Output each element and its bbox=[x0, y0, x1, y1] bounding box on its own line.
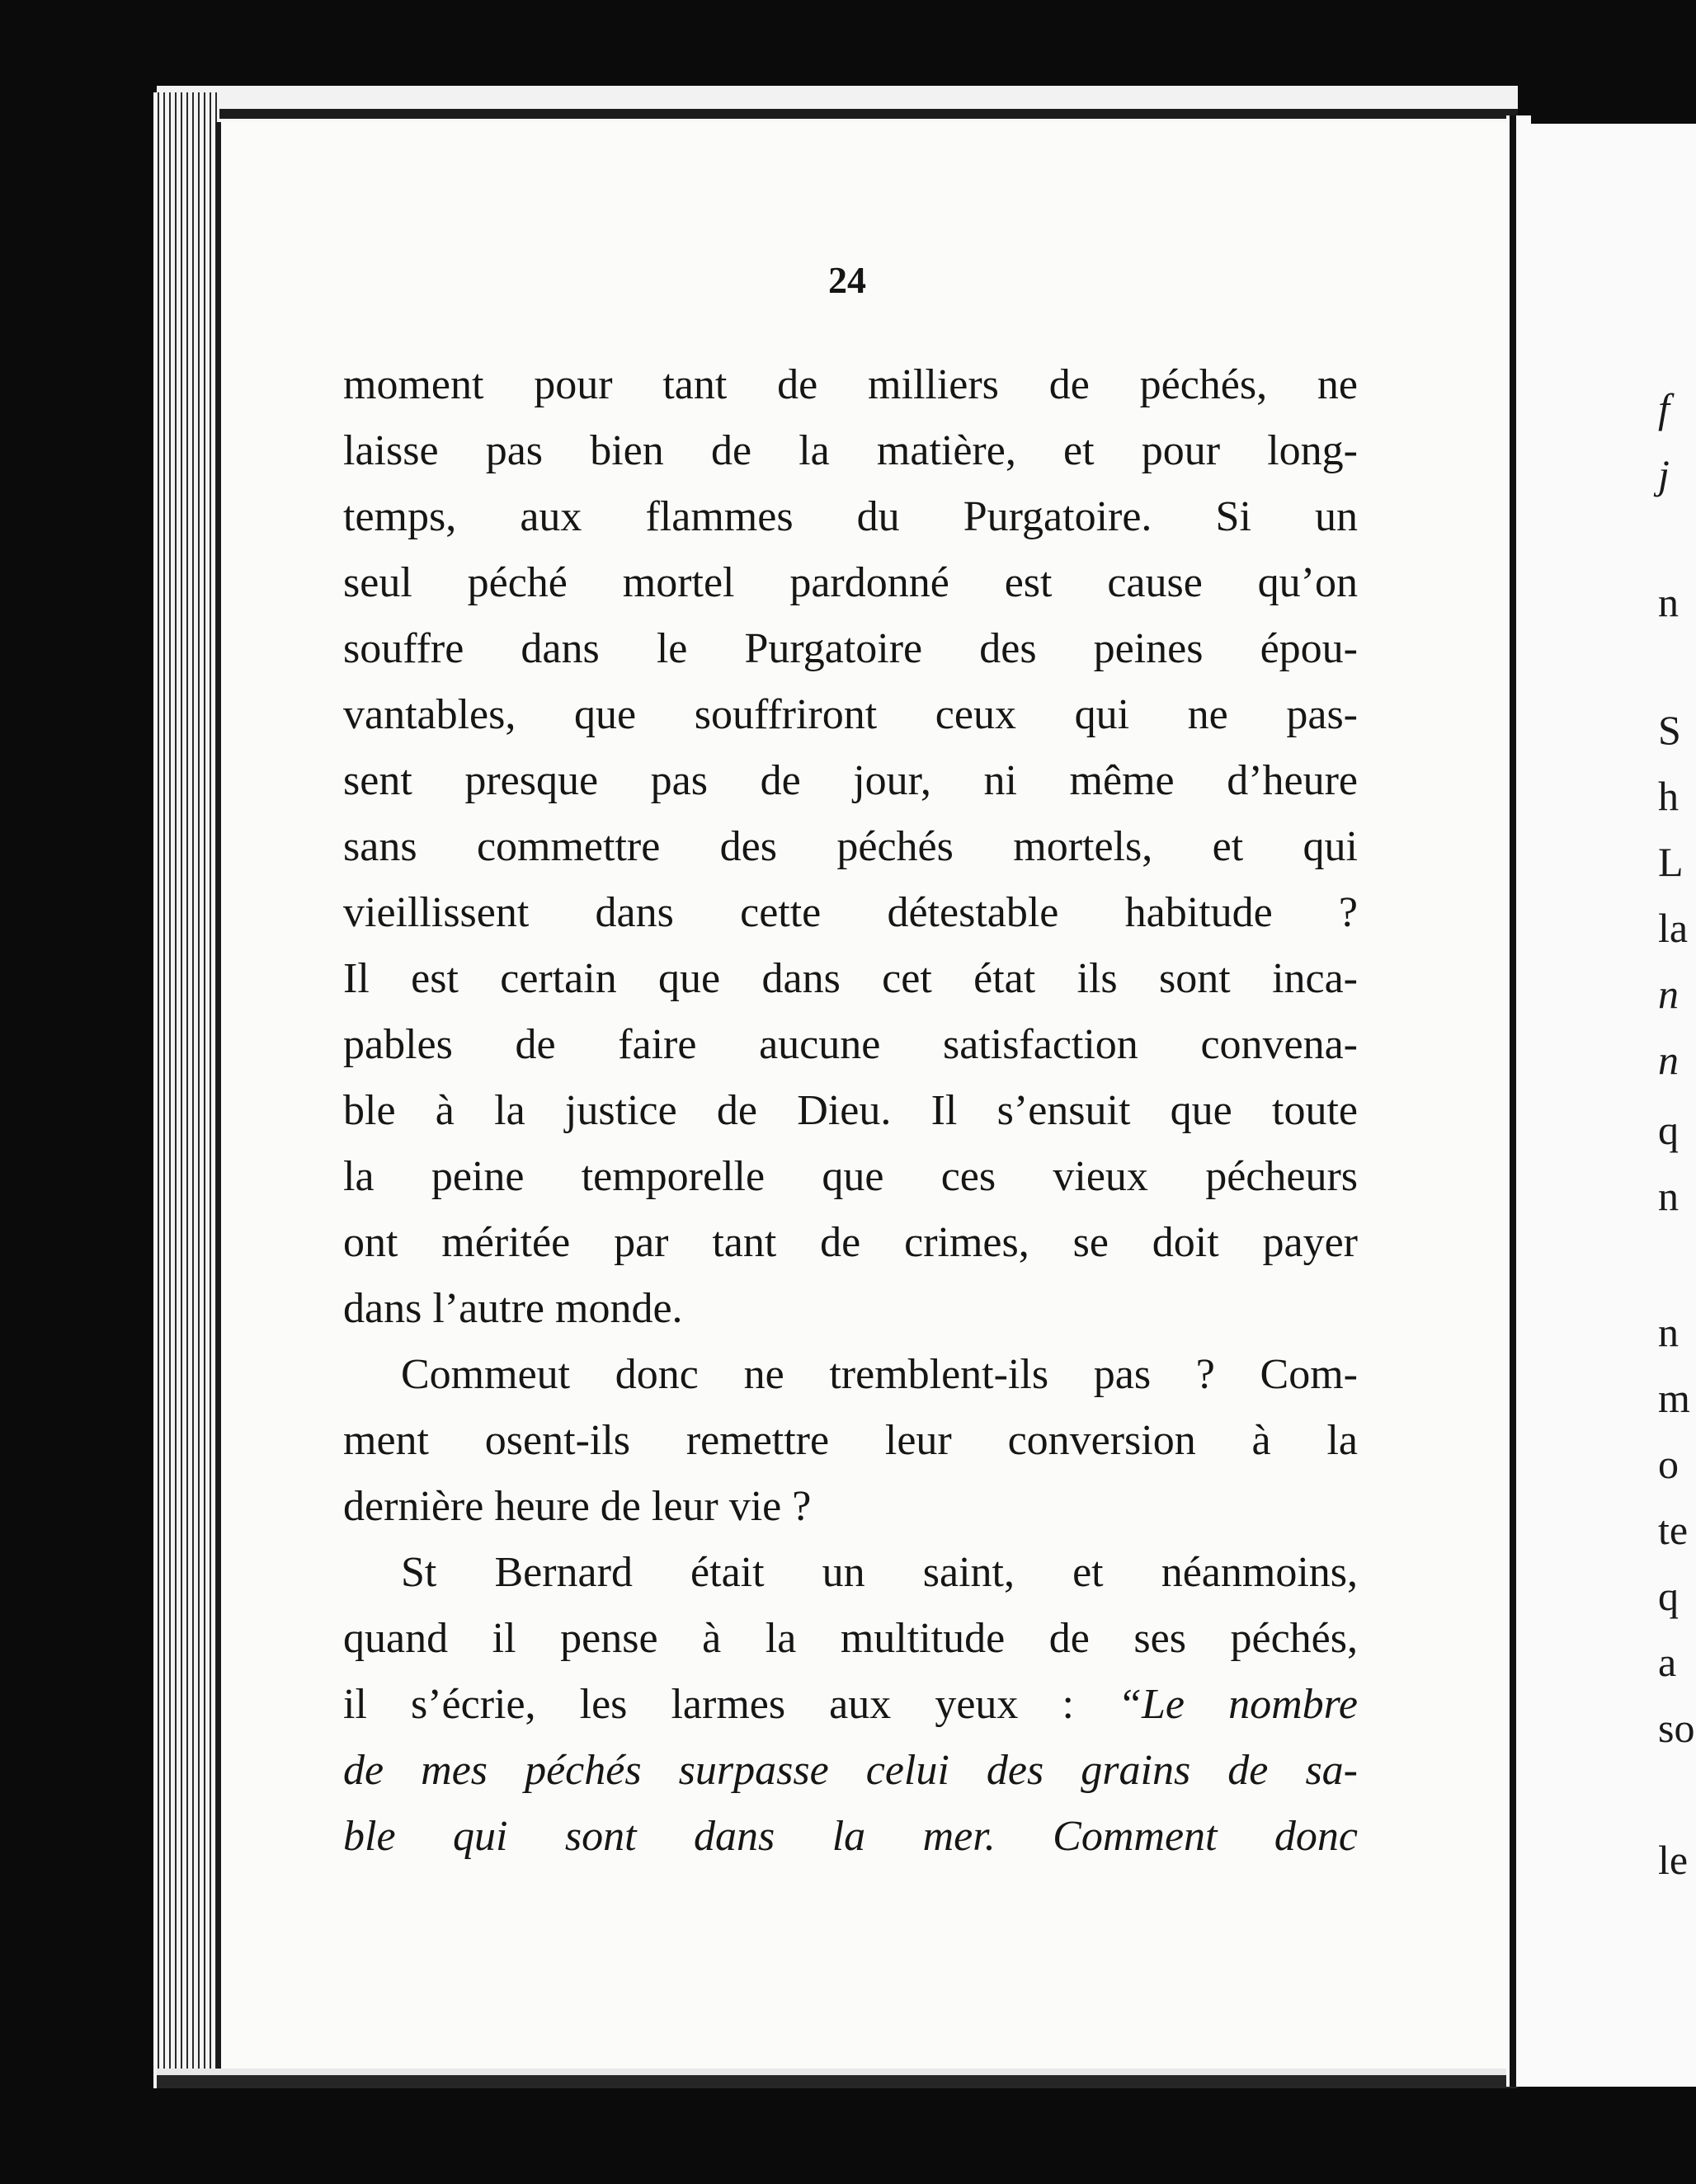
text-line: de mes péchés surpasse celui des grains de sa- bbox=[343, 1747, 1358, 1794]
text-line-roman: il s’écrie, les larmes aux yeux : bbox=[343, 1681, 1074, 1728]
text-line: souffre dans le Purgatoire des peines épou- bbox=[343, 625, 1358, 672]
facing-fragment: L bbox=[1658, 839, 1684, 885]
text-line: quand il pense à la multitude de ses péchés, bbox=[343, 1615, 1358, 1662]
text-line-italic: “Le nombre bbox=[1118, 1681, 1359, 1728]
facing-page bbox=[1531, 124, 1696, 2087]
facing-fragment: f bbox=[1658, 385, 1670, 431]
facing-fragment: S bbox=[1658, 707, 1681, 753]
page-bottom-edge bbox=[157, 2069, 1518, 2088]
page-text bbox=[343, 352, 1358, 1870]
text-line: moment pour tant de milliers de péchés, ne bbox=[343, 361, 1358, 408]
facing-fragment: la bbox=[1658, 905, 1689, 951]
facing-fragment: so bbox=[1658, 1705, 1695, 1751]
facing-fragment: n bbox=[1658, 1173, 1679, 1219]
text-line: ont méritée par tant de crimes, se doit payer bbox=[343, 1219, 1358, 1266]
page-stack-edges bbox=[153, 92, 219, 2088]
facing-fragment: h bbox=[1658, 773, 1679, 819]
book-gutter bbox=[1506, 115, 1531, 2087]
text-line: St Bernard était un saint, et néanmoins, bbox=[401, 1549, 1358, 1596]
page-number: 24 bbox=[828, 259, 866, 301]
text-line: laisse pas bien de la matière, et pour long- bbox=[343, 427, 1358, 474]
text-line-mixed bbox=[343, 1672, 1358, 1738]
text-line: vieillissent dans cette détestable habitude ? bbox=[343, 889, 1358, 936]
facing-fragment: q bbox=[1658, 1107, 1679, 1153]
text-line: dans l’autre monde. bbox=[343, 1285, 683, 1332]
text-line: pables de faire aucune satisfaction convena- bbox=[343, 1021, 1358, 1068]
facing-fragment: n bbox=[1658, 1309, 1679, 1355]
facing-fragment: o bbox=[1658, 1441, 1679, 1487]
facing-fragment: n bbox=[1658, 971, 1679, 1017]
facing-fragment: le bbox=[1658, 1837, 1689, 1883]
text-line: Il est certain que dans cet état ils sont inca- bbox=[343, 955, 1358, 1002]
facing-fragment: n bbox=[1658, 1037, 1679, 1083]
text-line: vantables, que souffriront ceux qui ne pas- bbox=[343, 691, 1358, 738]
text-line: ment osent-ils remettre leur conversion à la bbox=[343, 1417, 1358, 1464]
text-line: seul péché mortel pardonné est cause qu’on bbox=[343, 559, 1358, 606]
text-line: sans commettre des péchés mortels, et qui bbox=[343, 823, 1358, 870]
text-line: sent presque pas de jour, ni même d’heure bbox=[343, 757, 1358, 804]
facing-fragment: q bbox=[1658, 1573, 1679, 1619]
facing-fragment: a bbox=[1658, 1639, 1677, 1685]
text-line: temps, aux flammes du Purgatoire. Si un bbox=[343, 493, 1358, 540]
page-top-edge bbox=[157, 86, 1518, 124]
text-line: dernière heure de leur vie ? bbox=[343, 1483, 812, 1530]
facing-fragment: j bbox=[1658, 451, 1670, 497]
facing-fragment: n bbox=[1658, 579, 1679, 625]
facing-fragment: m bbox=[1658, 1375, 1690, 1421]
facing-fragment: te bbox=[1658, 1507, 1689, 1553]
text-line: Commeut donc ne tremblent-ils pas ? Com- bbox=[401, 1351, 1358, 1398]
text-line: ble qui sont dans la mer. Comment donc bbox=[343, 1813, 1358, 1860]
text-line: ble à la justice de Dieu. Il s’ensuit que toute bbox=[343, 1087, 1358, 1134]
text-line: la peine temporelle que ces vieux pécheurs bbox=[343, 1153, 1358, 1200]
